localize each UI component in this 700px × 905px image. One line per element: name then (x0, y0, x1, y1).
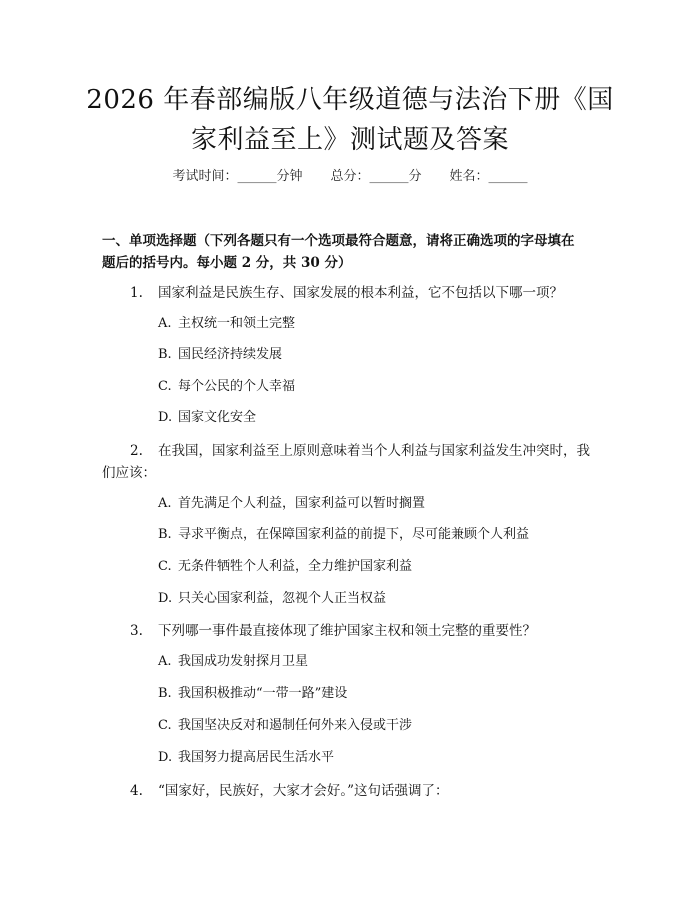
option-letter: D. (158, 591, 173, 606)
option-letter: C. (158, 559, 172, 574)
exam-time-field: 考试时间：______分钟 (172, 169, 303, 184)
option-text: 我国积极推动“一带一路”建设 (178, 686, 348, 701)
option-letter: D. (158, 750, 173, 765)
title-line-2: 家利益至上》测试题及答案 (190, 125, 509, 155)
question-number: 3. (130, 623, 143, 639)
option-letter: A. (158, 654, 172, 669)
option-text: 我国坚决反对和遏制任何外来入侵或干涉 (178, 718, 413, 733)
title-line-1: 2026 年春部编版八年级道德与法治下册《国 (86, 85, 614, 115)
option-text: 主权统一和领土完整 (178, 316, 296, 331)
option-letter: C. (158, 718, 172, 733)
option-text: 首先满足个人利益，国家利益可以暂时搁置 (178, 496, 426, 511)
question-1-option-c (158, 377, 295, 397)
question-2-option-a (158, 494, 425, 514)
question-1-option-b (158, 345, 282, 365)
question-3 (130, 620, 610, 642)
question-text: 在我国，国家利益至上原则意味着当个人利益与国家利益发生冲突时，我 (158, 443, 590, 459)
question-1 (130, 282, 610, 304)
option-letter: B. (158, 686, 172, 701)
option-text: 我国努力提高居民生活水平 (178, 750, 335, 765)
option-text: 每个公民的个人幸福 (178, 379, 296, 394)
question-text: 下列哪一事件最直接体现了维护国家主权和领土完整的重要性？ (158, 623, 536, 639)
question-text: “国家好，民族好，大家才会好。”这句话强调了： (158, 783, 449, 799)
question-2-continued (102, 462, 582, 484)
exam-title (60, 80, 640, 160)
option-text: 国民经济持续发展 (178, 347, 283, 362)
question-3-option-c (158, 716, 412, 736)
question-3-option-a (158, 652, 308, 672)
question-text-continued: 们应该： (102, 465, 156, 481)
question-4 (130, 780, 610, 802)
option-letter: B. (158, 527, 172, 542)
option-letter: D. (158, 410, 173, 425)
option-text: 只关心国家利益，忽视个人正当权益 (178, 591, 387, 606)
section-heading-line-2: 题后的括号内。每小题 2 分，共 30 分） (102, 255, 352, 271)
question-text: 国家利益是民族生存、国家发展的根本利益，它不包括以下哪一项？ (158, 285, 563, 301)
total-score-field: 总分：______分 (330, 169, 422, 184)
exam-meta (0, 168, 700, 186)
question-number: 2. (130, 443, 143, 459)
question-2-option-c (158, 557, 412, 577)
option-text: 寻求平衡点，在保障国家利益的前提下，尽可能兼顾个人利益 (178, 527, 530, 542)
option-text: 国家文化安全 (178, 410, 257, 425)
option-text: 我国成功发射探月卫星 (178, 654, 309, 669)
option-letter: B. (158, 347, 172, 362)
section-heading (102, 230, 602, 274)
name-field: 姓名：______ (449, 169, 528, 184)
question-1-option-a (158, 314, 295, 334)
question-3-option-b (158, 684, 347, 704)
section-heading-line-1: 一、单项选择题（下列各题只有一个选项最符合题意，请将正确选项的字母填在 (102, 233, 575, 249)
question-2 (130, 440, 610, 462)
option-text: 无条件牺牲个人利益，全力维护国家利益 (178, 559, 413, 574)
question-3-option-d (158, 748, 334, 768)
option-letter: A. (158, 316, 172, 331)
question-number: 4. (130, 783, 143, 799)
question-2-option-d (158, 589, 386, 609)
question-number: 1. (130, 285, 143, 301)
question-1-option-d (158, 408, 256, 428)
option-letter: A. (158, 496, 172, 511)
question-2-option-b (158, 525, 529, 545)
option-letter: C. (158, 379, 172, 394)
